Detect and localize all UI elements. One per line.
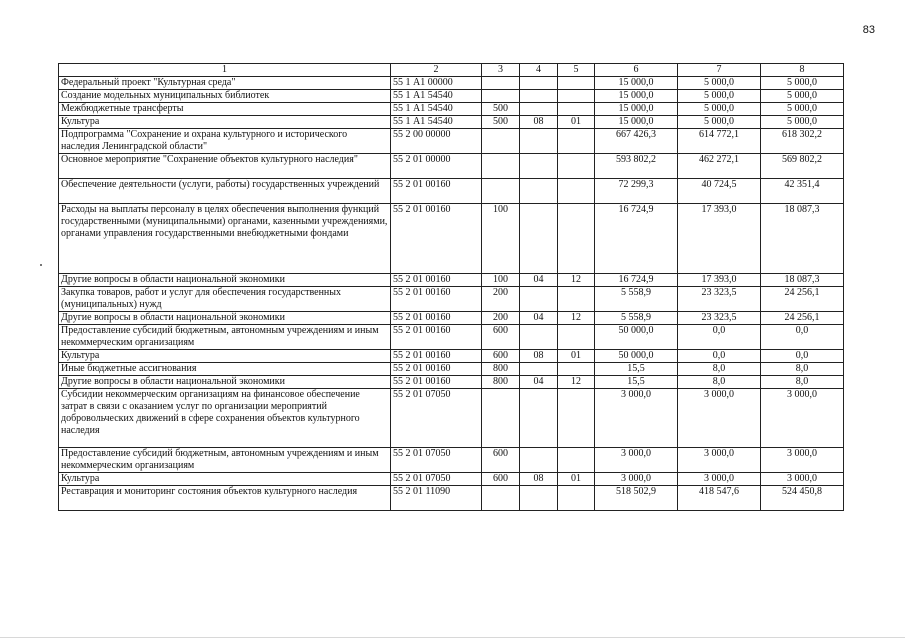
row-subsection-cell (558, 389, 595, 448)
row-section-cell (520, 77, 558, 90)
row-value-col8-cell: 0,0 (761, 350, 844, 363)
row-name-cell: Культура (59, 473, 391, 486)
header-col-3: 3 (482, 64, 520, 77)
row-subsection-cell: 01 (558, 350, 595, 363)
row-value-col8-cell: 5 000,0 (761, 116, 844, 129)
row-value-col8-cell: 524 450,8 (761, 486, 844, 511)
row-value-col6-cell: 3 000,0 (595, 389, 678, 448)
row-value-col6-cell: 5 558,9 (595, 312, 678, 325)
row-value-col8-cell: 18 087,3 (761, 274, 844, 287)
row-expense-type-cell: 600 (482, 448, 520, 473)
row-expense-type-cell: 800 (482, 376, 520, 389)
row-value-col8-cell: 24 256,1 (761, 312, 844, 325)
row-section-cell: 04 (520, 274, 558, 287)
table-row (59, 287, 844, 312)
row-section-cell (520, 325, 558, 350)
row-subsection-cell (558, 204, 595, 274)
row-code-cell: 55 2 01 00160 (391, 363, 482, 376)
table-row (59, 129, 844, 154)
row-expense-type-cell (482, 90, 520, 103)
page-edge (0, 637, 905, 638)
header-col-6: 6 (595, 64, 678, 77)
row-expense-type-cell: 100 (482, 204, 520, 274)
row-value-col7-cell: 418 547,6 (678, 486, 761, 511)
row-value-col6-cell: 50 000,0 (595, 350, 678, 363)
row-name-cell: Федеральный проект "Культурная среда" (59, 77, 391, 90)
row-value-col6-cell: 15,5 (595, 363, 678, 376)
table-row (59, 376, 844, 389)
row-expense-type-cell: 200 (482, 312, 520, 325)
row-value-col6-cell: 16 724,9 (595, 204, 678, 274)
row-value-col8-cell: 24 256,1 (761, 287, 844, 312)
row-value-col8-cell: 3 000,0 (761, 448, 844, 473)
row-name-cell: Культура (59, 116, 391, 129)
row-subsection-cell (558, 325, 595, 350)
row-value-col7-cell: 23 323,5 (678, 287, 761, 312)
row-value-col7-cell: 5 000,0 (678, 77, 761, 90)
row-code-cell: 55 1 А1 54540 (391, 116, 482, 129)
row-value-col8-cell: 5 000,0 (761, 90, 844, 103)
row-subsection-cell (558, 154, 595, 179)
row-value-col6-cell: 593 802,2 (595, 154, 678, 179)
row-expense-type-cell (482, 129, 520, 154)
row-name-cell: Подпрограмма "Сохранение и охрана культурного и исторического наследия Ленинградской области" (59, 129, 391, 154)
row-value-col6-cell: 72 299,3 (595, 179, 678, 204)
row-value-col6-cell: 3 000,0 (595, 448, 678, 473)
row-expense-type-cell: 600 (482, 325, 520, 350)
row-code-cell: 55 2 01 00000 (391, 154, 482, 179)
row-expense-type-cell (482, 179, 520, 204)
row-name-cell: Культура (59, 350, 391, 363)
row-value-col7-cell: 5 000,0 (678, 116, 761, 129)
header-col-2: 2 (391, 64, 482, 77)
row-subsection-cell: 12 (558, 376, 595, 389)
row-section-cell (520, 363, 558, 376)
row-value-col8-cell: 8,0 (761, 376, 844, 389)
row-value-col8-cell: 18 087,3 (761, 204, 844, 274)
row-subsection-cell: 01 (558, 116, 595, 129)
row-expense-type-cell: 500 (482, 103, 520, 116)
row-name-cell: Реставрация и мониторинг состояния объектов культурного наследия (59, 486, 391, 511)
table-row (59, 90, 844, 103)
row-code-cell: 55 2 01 07050 (391, 389, 482, 448)
row-value-col6-cell: 667 426,3 (595, 129, 678, 154)
row-subsection-cell (558, 129, 595, 154)
row-subsection-cell (558, 179, 595, 204)
row-value-col6-cell: 50 000,0 (595, 325, 678, 350)
table-row (59, 312, 844, 325)
row-code-cell: 55 2 01 07050 (391, 448, 482, 473)
row-expense-type-cell: 500 (482, 116, 520, 129)
row-code-cell: 55 2 01 00160 (391, 312, 482, 325)
row-expense-type-cell (482, 389, 520, 448)
row-code-cell: 55 2 01 00160 (391, 179, 482, 204)
row-section-cell (520, 90, 558, 103)
row-section-cell (520, 179, 558, 204)
row-section-cell: 04 (520, 312, 558, 325)
row-section-cell (520, 287, 558, 312)
row-expense-type-cell: 800 (482, 363, 520, 376)
row-section-cell (520, 448, 558, 473)
row-code-cell: 55 2 01 00160 (391, 350, 482, 363)
row-value-col7-cell: 0,0 (678, 350, 761, 363)
row-section-cell: 08 (520, 473, 558, 486)
row-value-col7-cell: 8,0 (678, 363, 761, 376)
row-name-cell: Обеспечение деятельности (услуги, работы) государственных учреждений (59, 179, 391, 204)
row-value-col6-cell: 15 000,0 (595, 77, 678, 90)
row-subsection-cell (558, 90, 595, 103)
header-col-7: 7 (678, 64, 761, 77)
table-row (59, 389, 844, 448)
budget-table (58, 63, 844, 511)
row-name-cell: Предоставление субсидий бюджетным, автономным учреждениям и иным некоммерческим организациям (59, 325, 391, 350)
row-name-cell: Закупка товаров, работ и услуг для обеспечения государственных (муниципальных) нужд (59, 287, 391, 312)
row-section-cell (520, 204, 558, 274)
row-value-col7-cell: 8,0 (678, 376, 761, 389)
row-code-cell: 55 2 01 00160 (391, 274, 482, 287)
row-value-col7-cell: 3 000,0 (678, 389, 761, 448)
scan-artifact (40, 264, 42, 266)
row-value-col8-cell: 3 000,0 (761, 473, 844, 486)
row-value-col6-cell: 16 724,9 (595, 274, 678, 287)
table-row (59, 154, 844, 179)
row-value-col6-cell: 15 000,0 (595, 90, 678, 103)
row-code-cell: 55 2 01 00160 (391, 376, 482, 389)
row-name-cell: Субсидии некоммерческим организациям на финансовое обеспечение затрат в связи с оказанием услуг по организации мероприятий добровольческих движений в сфере сохранения объектов культурного наследия (59, 389, 391, 448)
table-row (59, 274, 844, 287)
row-value-col6-cell: 15 000,0 (595, 103, 678, 116)
row-subsection-cell (558, 287, 595, 312)
row-value-col7-cell: 5 000,0 (678, 103, 761, 116)
row-name-cell: Другие вопросы в области национальной экономики (59, 312, 391, 325)
row-value-col7-cell: 614 772,1 (678, 129, 761, 154)
row-expense-type-cell (482, 77, 520, 90)
row-subsection-cell (558, 77, 595, 90)
row-code-cell: 55 2 01 07050 (391, 473, 482, 486)
table-row (59, 77, 844, 90)
row-value-col6-cell: 15 000,0 (595, 116, 678, 129)
row-name-cell: Расходы на выплаты персоналу в целях обеспечения выполнения функций государственными (муниципальными) органами, казенными учреждениями, органами управления государственными внебюджетными фондами (59, 204, 391, 274)
row-value-col8-cell: 5 000,0 (761, 77, 844, 90)
row-section-cell (520, 154, 558, 179)
row-expense-type-cell (482, 154, 520, 179)
row-subsection-cell: 12 (558, 274, 595, 287)
row-value-col8-cell: 618 302,2 (761, 129, 844, 154)
row-value-col7-cell: 40 724,5 (678, 179, 761, 204)
row-name-cell: Межбюджетные трансферты (59, 103, 391, 116)
row-name-cell: Другие вопросы в области национальной экономики (59, 376, 391, 389)
header-col-1: 1 (59, 64, 391, 77)
row-section-cell (520, 486, 558, 511)
row-code-cell: 55 2 00 00000 (391, 129, 482, 154)
row-expense-type-cell: 100 (482, 274, 520, 287)
header-col-5: 5 (558, 64, 595, 77)
table-row (59, 363, 844, 376)
table-row (59, 179, 844, 204)
row-name-cell: Основное мероприятие "Сохранение объектов культурного наследия" (59, 154, 391, 179)
row-section-cell (520, 389, 558, 448)
table-row (59, 448, 844, 473)
row-expense-type-cell: 600 (482, 350, 520, 363)
row-code-cell: 55 2 01 00160 (391, 287, 482, 312)
row-section-cell: 04 (520, 376, 558, 389)
table-row (59, 473, 844, 486)
table-row (59, 486, 844, 511)
row-code-cell: 55 2 01 00160 (391, 325, 482, 350)
row-value-col7-cell: 17 393,0 (678, 274, 761, 287)
table-row (59, 350, 844, 363)
row-value-col7-cell: 5 000,0 (678, 90, 761, 103)
page-number: 83 (862, 24, 875, 36)
header-col-8: 8 (761, 64, 844, 77)
row-subsection-cell (558, 448, 595, 473)
row-value-col6-cell: 5 558,9 (595, 287, 678, 312)
row-subsection-cell: 01 (558, 473, 595, 486)
row-value-col6-cell: 15,5 (595, 376, 678, 389)
row-value-col8-cell: 8,0 (761, 363, 844, 376)
row-section-cell: 08 (520, 350, 558, 363)
row-subsection-cell (558, 103, 595, 116)
row-expense-type-cell (482, 486, 520, 511)
row-subsection-cell (558, 486, 595, 511)
row-value-col8-cell: 3 000,0 (761, 389, 844, 448)
row-value-col8-cell: 42 351,4 (761, 179, 844, 204)
row-value-col8-cell: 569 802,2 (761, 154, 844, 179)
row-value-col7-cell: 3 000,0 (678, 473, 761, 486)
table-row (59, 204, 844, 274)
row-code-cell: 55 1 А1 00000 (391, 77, 482, 90)
row-section-cell (520, 129, 558, 154)
row-section-cell (520, 103, 558, 116)
row-value-col6-cell: 3 000,0 (595, 473, 678, 486)
table-row (59, 116, 844, 129)
table-body (59, 77, 844, 511)
row-value-col7-cell: 23 323,5 (678, 312, 761, 325)
row-code-cell: 55 1 А1 54540 (391, 90, 482, 103)
row-code-cell: 55 1 А1 54540 (391, 103, 482, 116)
row-subsection-cell: 12 (558, 312, 595, 325)
row-name-cell: Другие вопросы в области национальной экономики (59, 274, 391, 287)
row-value-col8-cell: 5 000,0 (761, 103, 844, 116)
row-code-cell: 55 2 01 11090 (391, 486, 482, 511)
row-value-col6-cell: 518 502,9 (595, 486, 678, 511)
row-section-cell: 08 (520, 116, 558, 129)
table-row (59, 325, 844, 350)
header-row (59, 64, 844, 77)
table-row (59, 103, 844, 116)
row-value-col7-cell: 17 393,0 (678, 204, 761, 274)
row-code-cell: 55 2 01 00160 (391, 204, 482, 274)
row-expense-type-cell: 600 (482, 473, 520, 486)
row-value-col7-cell: 3 000,0 (678, 448, 761, 473)
row-value-col7-cell: 0,0 (678, 325, 761, 350)
row-name-cell: Предоставление субсидий бюджетным, автономным учреждениям и иным некоммерческим организациям (59, 448, 391, 473)
row-subsection-cell (558, 363, 595, 376)
row-value-col8-cell: 0,0 (761, 325, 844, 350)
row-name-cell: Иные бюджетные ассигнования (59, 363, 391, 376)
row-name-cell: Создание модельных муниципальных библиотек (59, 90, 391, 103)
row-expense-type-cell: 200 (482, 287, 520, 312)
row-value-col7-cell: 462 272,1 (678, 154, 761, 179)
header-col-4: 4 (520, 64, 558, 77)
